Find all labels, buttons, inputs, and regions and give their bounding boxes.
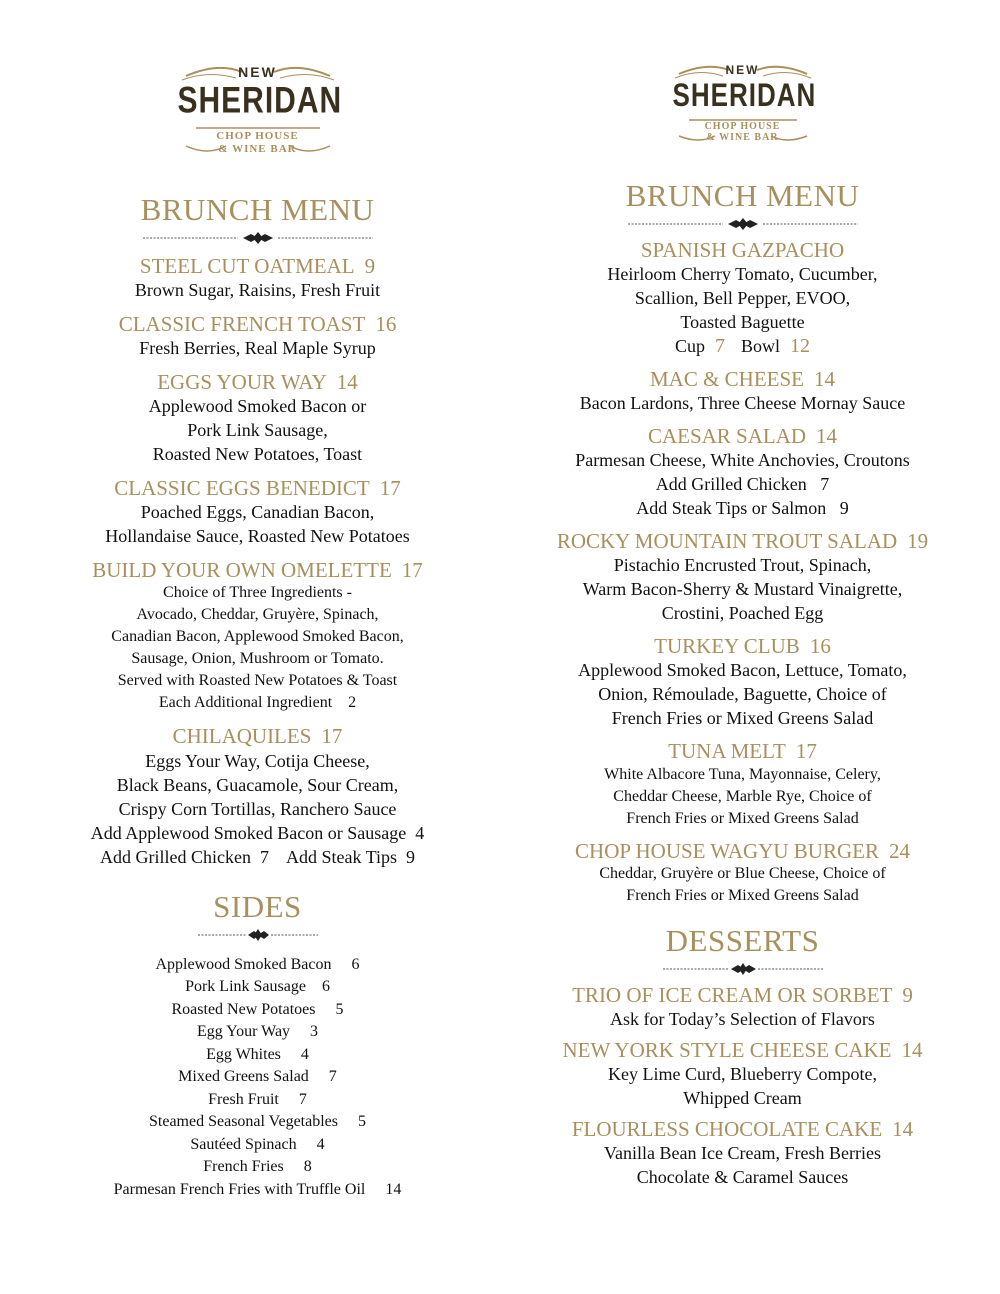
item-name: MAC & CHEESE: [649, 367, 804, 392]
side-item: Egg Your Way 3: [196, 1023, 319, 1041]
menu-item: [510, 1039, 975, 1110]
menu-item: [510, 368, 975, 415]
item-name: CLASSIC FRENCH TOAST: [118, 312, 366, 337]
divider-ornament-icon: [198, 928, 318, 942]
side-item: Pork Link Sausage 6: [185, 978, 330, 996]
item-description: Add Grilled Chicken 7 Add Steak Tips 9: [99, 846, 415, 867]
item-title: [510, 635, 975, 658]
menu-item: [510, 425, 975, 520]
item-description: Pistachio Encrusted Trout, Spinach,: [613, 555, 872, 576]
logo-new: NEW: [725, 63, 760, 77]
side-item: Sautéed Spinach 4: [190, 1135, 325, 1153]
item-title: [510, 1039, 975, 1062]
item-price: 14: [336, 370, 358, 395]
item-price: 9: [364, 254, 376, 278]
item-title: [20, 477, 495, 500]
item-price: 17: [321, 724, 343, 749]
brunch-title-right: BRUNCH MENU: [625, 178, 860, 213]
cup-label: Cup: [674, 336, 705, 357]
item-price: 9: [902, 982, 913, 1007]
item-description: White Albacore Tuna, Mayonnaise, Celery,: [604, 765, 881, 783]
side-item: Parmesan French Fries with Truffle Oil 14: [113, 1180, 402, 1198]
menu-item: [510, 530, 975, 625]
item-name: CLASSIC EGGS BENEDICT: [114, 476, 370, 501]
item-description: Crispy Corn Tortillas, Ranchero Sauce: [118, 798, 397, 819]
item-title: [510, 1118, 975, 1141]
item-description: Hollandaise Sauce, Roasted New Potatoes: [105, 526, 410, 547]
item-description: Canadian Bacon, Applewood Smoked Bacon,: [111, 628, 404, 646]
brunch-title-left: BRUNCH MENU: [140, 192, 375, 227]
item-title: [20, 313, 495, 336]
item-description: Toasted Baguette: [680, 312, 805, 333]
item-description: Add Grilled Chicken 7: [655, 474, 830, 495]
item-description: Avocado, Cheddar, Gruyère, Spinach,: [136, 606, 379, 624]
item-name: SPANISH GAZPACHO: [640, 238, 845, 262]
item-price: 14: [816, 424, 838, 449]
right-column: [510, 58, 975, 1189]
item-price: 24: [888, 838, 910, 863]
sides-title: SIDES: [213, 888, 302, 924]
item-description: Vanilla Bean Ice Cream, Fresh Berries: [604, 1142, 881, 1163]
item-description: Key Lime Curd, Blueberry Compote,: [608, 1063, 877, 1084]
item-description: French Fries or Mixed Greens Salad: [626, 886, 859, 904]
menu-item: [510, 740, 975, 829]
item-description: Each Additional Ingredient 2: [158, 694, 357, 712]
item-description: Chocolate & Caramel Sauces: [636, 1166, 849, 1187]
logo-line2: & WINE BAR: [218, 143, 297, 155]
item-name: CHILAQUILES: [172, 724, 312, 749]
item-title: [510, 740, 975, 763]
item-description: Parmesan Cheese, White Anchovies, Croutons: [575, 450, 910, 471]
menu-item: [20, 725, 495, 868]
item-description: Pork Link Sausage,: [187, 420, 328, 441]
menu-item: [20, 559, 495, 714]
side-item: Mixed Greens Salad 7: [178, 1068, 337, 1086]
bowl-price: 12: [790, 335, 811, 358]
side-item: Egg Whites 4: [206, 1045, 309, 1063]
logo: [177, 58, 343, 158]
menu-item: [510, 840, 975, 907]
item-price: 16: [375, 312, 397, 337]
item-description: Eggs Your Way, Cotija Cheese,: [145, 750, 370, 771]
item-description: Poached Eggs, Canadian Bacon,: [140, 502, 375, 523]
divider-ornament-icon: [143, 231, 373, 245]
item-description: Black Beans, Guacamole, Sour Cream,: [116, 774, 399, 795]
logo-name: SHERIDAN: [672, 76, 817, 114]
item-title: [510, 530, 975, 553]
logo: [672, 58, 817, 146]
item-description: Warm Bacon-Sherry & Mustard Vinaigrette,: [582, 579, 903, 600]
item-name: ROCKY MOUNTAIN TROUT SALAD: [556, 529, 898, 554]
side-item: French Fries 8: [203, 1158, 312, 1176]
item-title: [510, 239, 975, 262]
bowl-label: Bowl: [741, 336, 781, 357]
desserts-title: DESSERTS: [665, 922, 820, 958]
side-item: Roasted New Potatoes 5: [171, 1000, 344, 1018]
item-description: Fresh Berries, Real Maple Syrup: [139, 338, 376, 359]
item-description: Crostini, Poached Egg: [661, 603, 824, 624]
item-price: 14: [814, 367, 835, 392]
item-title: [510, 425, 975, 448]
item-name: BUILD YOUR OWN OMELETTE: [92, 558, 392, 583]
item-description: Roasted New Potatoes, Toast: [152, 444, 363, 465]
menu-item: [510, 1118, 975, 1189]
logo-name: SHERIDAN: [177, 79, 343, 121]
item-description: Applewood Smoked Bacon, Lettuce, Tomato,: [578, 660, 907, 681]
item-description: French Fries or Mixed Greens Salad: [611, 708, 874, 729]
item-name: FLOURLESS CHOCOLATE CAKE: [571, 1116, 883, 1141]
sides-list: [20, 954, 495, 1202]
item-description: French Fries or Mixed Greens Salad: [626, 809, 859, 827]
item-title: [20, 255, 495, 278]
item-price: 16: [809, 634, 831, 659]
item-name: STEEL CUT OATMEAL: [139, 254, 355, 278]
item-description: Add Applewood Smoked Bacon or Sausage 4: [90, 822, 425, 843]
item-title: [510, 984, 975, 1007]
cup-bowl-row: [510, 334, 975, 358]
item-description: Bacon Lardons, Three Cheese Mornay Sauce: [579, 393, 906, 414]
item-title: [20, 725, 495, 748]
logo-new: NEW: [238, 64, 277, 80]
item-name: EGGS YOUR WAY: [157, 370, 327, 395]
logo-line2: & WINE BAR: [706, 132, 779, 143]
item-description: Scallion, Bell Pepper, EVOO,: [634, 288, 851, 309]
item-description: Onion, Rémoulade, Baguette, Choice of: [598, 684, 887, 705]
item-description: Brown Sugar, Raisins, Fresh Fruit: [134, 280, 381, 301]
item-title: [20, 371, 495, 394]
side-item: Steamed Seasonal Vegetables 5: [149, 1113, 366, 1131]
item-description: Choice of Three Ingredients -: [163, 584, 352, 602]
item-price: 19: [907, 529, 929, 554]
right-items: [510, 239, 975, 907]
item-name: CHOP HOUSE WAGYU BURGER: [575, 838, 879, 863]
menu-item: [20, 255, 495, 302]
item-price: 17: [795, 739, 817, 764]
side-item: Fresh Fruit 7: [208, 1090, 307, 1108]
item-name: CAESAR SALAD: [647, 424, 807, 449]
item-description: Add Steak Tips or Salmon 9: [636, 498, 849, 519]
item-description: Cheddar, Gruyère or Blue Cheese, Choice of: [599, 864, 886, 882]
desserts-list: [510, 984, 975, 1189]
item-description: Sausage, Onion, Mushroom or Tomato.: [131, 650, 384, 668]
menu-item: [510, 635, 975, 730]
item-title: [20, 559, 495, 582]
divider-ornament-icon: [628, 217, 858, 231]
item-name: TRIO OF ICE CREAM OR SORBET: [572, 982, 893, 1007]
divider-ornament-icon: [663, 962, 823, 976]
menu-item: [20, 371, 495, 466]
item-name: TURKEY CLUB: [654, 634, 800, 659]
item-price: 17: [379, 476, 401, 501]
item-description: Cheddar Cheese, Marble Rye, Choice of: [613, 787, 872, 805]
menu-item: [20, 477, 495, 548]
item-name: TUNA MELT: [668, 739, 786, 764]
menu-item: [20, 313, 495, 360]
item-description: Served with Roasted New Potatoes & Toast: [117, 672, 398, 690]
item-price: 14: [892, 1116, 914, 1141]
left-column: [20, 58, 495, 1201]
item-name: NEW YORK STYLE CHEESE CAKE: [562, 1037, 892, 1062]
item-title: [510, 368, 975, 391]
left-items: [20, 255, 495, 869]
item-price: 17: [401, 558, 423, 583]
menu-item: [510, 984, 975, 1031]
cup-price: 7: [715, 335, 725, 358]
side-item: Applewood Smoked Bacon 6: [155, 955, 360, 973]
item-description: Heirloom Cherry Tomato, Cucumber,: [607, 264, 878, 285]
logo-line1: CHOP HOUSE: [704, 121, 781, 132]
menu-item: [510, 239, 975, 358]
item-description: Ask for Today’s Selection of Flavors: [610, 1008, 875, 1029]
item-title: [510, 840, 975, 863]
item-description: Applewood Smoked Bacon or: [148, 396, 367, 417]
item-price: 14: [901, 1037, 923, 1062]
logo-line1: CHOP HOUSE: [216, 130, 299, 142]
item-description: Whipped Cream: [683, 1087, 802, 1108]
